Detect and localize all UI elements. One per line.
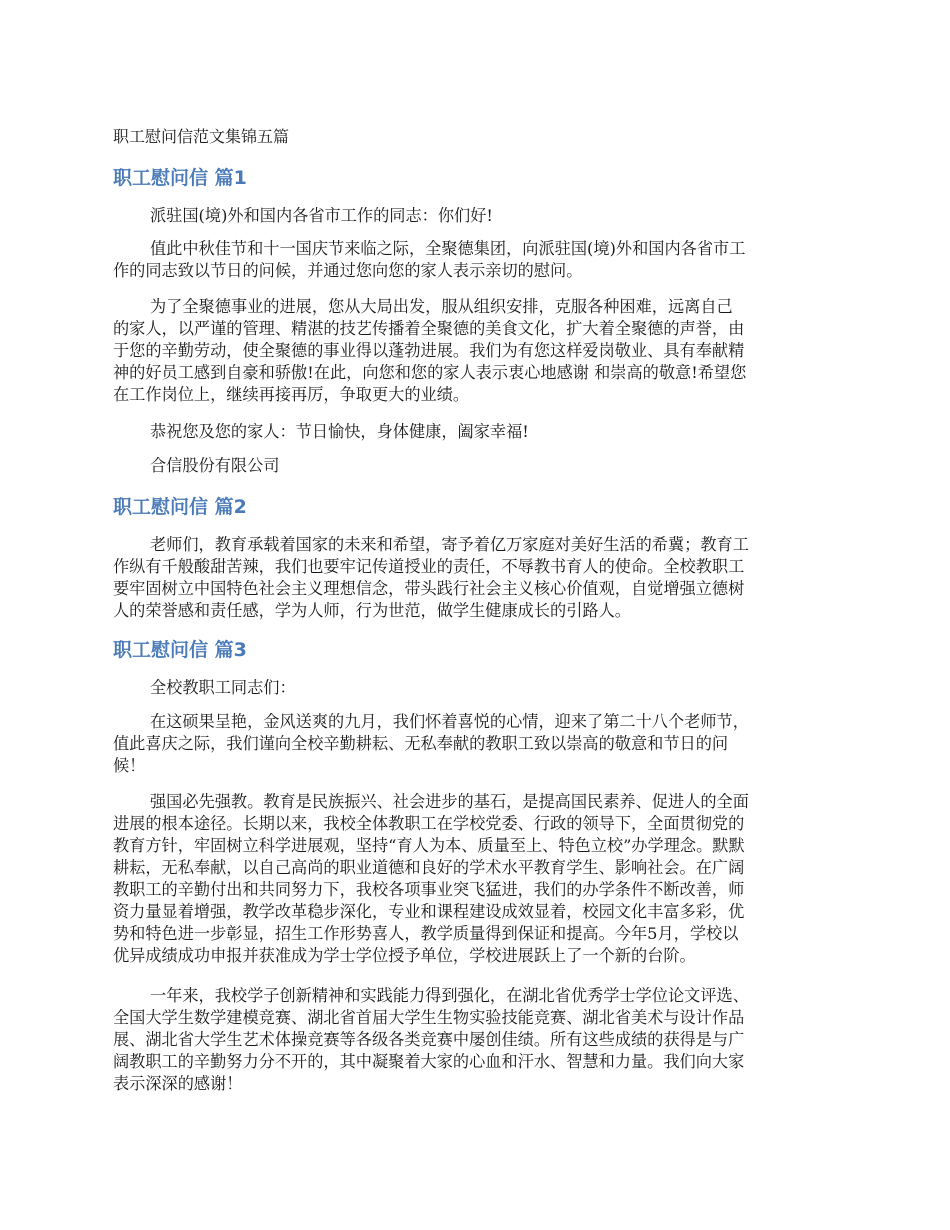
text-line: 阔教职工的辛勤努力分不开的，其中凝聚着大家的心血和汗水、智慧和力量。我们向大家	[113, 1052, 745, 1071]
text-line: 教职工的辛勤付出和共同努力下，我校各项事业突飞猛进，我们的办学条件不断改善，师	[113, 880, 745, 899]
text-line: 全国大学生数学建模竞赛、湖北省首届大学生生物实验技能竞赛、湖北省美术与设计作品	[113, 1008, 745, 1027]
paragraph	[113, 791, 843, 967]
text-line: 合信股份有限公司	[150, 456, 280, 475]
section-heading-3: 职工慰问信 篇3	[113, 639, 247, 661]
paragraph	[113, 238, 843, 282]
text-line: 为了全聚德事业的进展，您从大局出发，服从组织安排，克服各种困难，远离自己	[150, 297, 733, 316]
text-line: 全校教职工同志们：	[150, 678, 296, 697]
paragraph	[113, 534, 843, 622]
text-line: 于您的辛勤劳动，使全聚德的事业得以蓬勃进展。我们为有您这样爱岗敬业、具有奉献精	[113, 341, 745, 360]
paragraph	[113, 421, 843, 443]
paragraph	[113, 985, 843, 1095]
text-line: 恭祝您及您的家人：节日愉快，身体健康，阖家幸福!	[150, 422, 529, 441]
text-line: 在这硕果呈艳，金风送爽的九月，我们怀着喜悦的心情，迎来了第二十八个老师节，	[150, 712, 749, 731]
text-line: 耕耘，无私奉献，以自己高尚的职业道德和良好的学术水平教育学生、影响社会。在广阔	[113, 858, 745, 877]
text-line: 值此中秋佳节和十一国庆节来临之际，全聚德集团，向派驻国(境)外和国内各省市工	[150, 239, 746, 258]
text-line: 派驻国(境)外和国内各省市工作的同志：你们好!	[150, 206, 493, 225]
text-line: 人的荣誉感和责任感，学为人师，行为世范，做学生健康成长的引路人。	[113, 601, 631, 620]
paragraph	[113, 205, 843, 227]
text-line: 进展的根本途径。长期以来，我校全体教职工在学校党委、行政的领导下，全面贯彻党的	[113, 814, 745, 833]
section-heading-1: 职工慰问信 篇1	[113, 167, 247, 189]
paragraph	[113, 296, 843, 406]
text-line: 表示深深的感谢！	[113, 1074, 243, 1093]
text-line: 在工作岗位上，继续再接再厉，争取更大的业绩。	[113, 385, 470, 404]
text-line: 展、湖北省大学生艺术体操竞赛等各级各类竞赛中屡创佳绩。所有这些成绩的获得是与广	[113, 1030, 745, 1049]
text-line: 作纵有千般酸甜苦辣，我们也要牢记传道授业的责任，不辱教书育人的使命。全校教职工	[113, 557, 745, 576]
text-line: 要牢固树立中国特色社会主义理想信念，带头践行社会主义核心价值观，自觉增强立德树	[113, 579, 745, 598]
text-line: 优异成绩成功申报并获准成为学士学位授予单位，学校进展跃上了一个新的台阶。	[113, 946, 696, 965]
text-line: 一年来，我校学子创新精神和实践能力得到强化，在湖北省优秀学士学位论文评选、	[150, 986, 749, 1005]
text-line: 的家人，以严谨的管理、精湛的技艺传播着全聚德的美食文化，扩大着全聚德的声誉，由	[113, 319, 745, 338]
text-line: 作的同志致以节日的问候，并通过您向您的家人表示亲切的慰问。	[113, 261, 583, 280]
paragraph	[113, 711, 843, 777]
paragraph	[113, 677, 843, 699]
text-line: 资力量显着增强，教学改革稳步深化，专业和课程建设成效显着，校园文化丰富多彩，优	[113, 902, 745, 921]
text-line: 强国必先强教。教育是民族振兴、社会进步的基石，是提高国民素养、促进人的全面	[150, 792, 749, 811]
section-heading-2: 职工慰问信 篇2	[113, 496, 247, 518]
document-title: 职工慰问信范文集锦五篇	[113, 127, 290, 146]
text-line: 老师们，教育承载着国家的未来和希望，寄予着亿万家庭对美好生活的希冀；教育工	[150, 535, 749, 554]
text-line: 教育方针，牢固树立科学进展观，坚持“育人为本、质量至上、特色立校”办学理念。默默	[113, 836, 745, 855]
text-line: 候！	[113, 756, 146, 775]
text-line: 值此喜庆之际，我们谨向全校辛勤耕耘、无私奉献的教职工致以崇高的敬意和节日的问	[113, 734, 729, 753]
text-line: 势和特色进一步彰显，招生工作形势喜人，教学质量得到保证和提高。今年5月，学校以	[113, 924, 739, 943]
paragraph	[113, 455, 843, 477]
text-line: 神的好员工感到自豪和骄傲!在此，向您和您的家人表示衷心地感谢 和崇高的敬意!希望您	[113, 363, 747, 382]
